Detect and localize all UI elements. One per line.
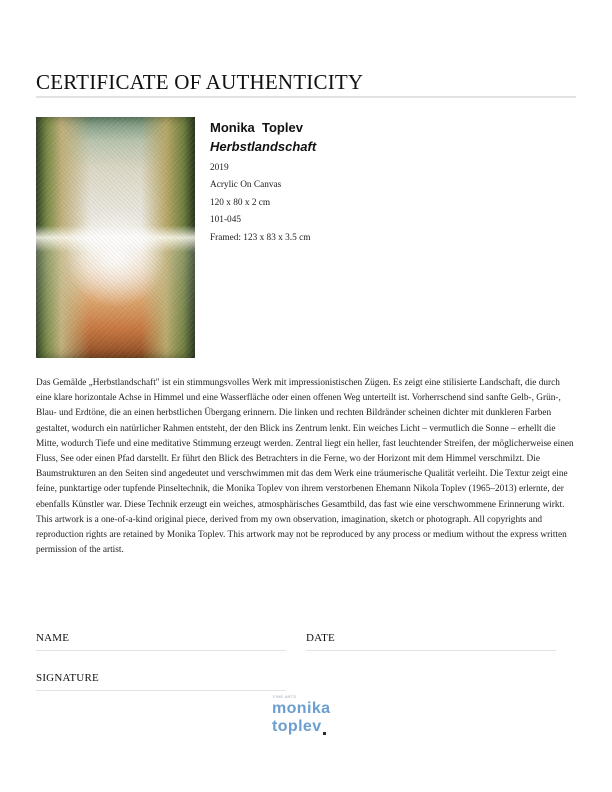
name-field-line[interactable]: [36, 650, 286, 651]
artwork-description: [36, 376, 577, 558]
logo-small-text: FINE ARTS: [273, 694, 297, 699]
artwork-year: 2019: [210, 163, 229, 173]
artwork-title: Herbstlandschaft: [210, 139, 317, 154]
artwork-framed-size: Framed: 123 x 83 x 3.5 cm: [210, 232, 311, 243]
logo-line-2: toplev: [272, 718, 322, 735]
artwork-inventory-number: 101-045: [210, 215, 241, 226]
certificate-title: CERTIFICATE OF AUTHENTICITY: [36, 70, 364, 94]
description-german: Das Gemälde „Herbstlandschaft" ist ein stimmungsvolles Werk mit impressionistischen Zügen. Es zeigt eine stilisierte Landschaft, die durch eine klare horizontale Achse in Himmel und eine Wasserfläche oder einen offenen Weg unterteilt ist. Vorherrschend sind sanfte Gelb-, Grün-, Blau- und Erdtöne, die an einen herbstlichen Übergang erinnern. Die linken und rechten Bildränder scheinen dichter mit dunkleren Farben gestaltet, wodurch ein natürlicher Rahmen entsteht, der den Blick ins Zentrum lenkt. Ein weiches Licht – vermutlich die Sonne – erhellt die Mitte, wodurch Tiefe und eine meditative Stimmung erzeugt werden. Zentral liegt ein heller, fast leuchtender Streifen, der möglicherweise einen Fluss, See oder einen Pfad darstellt. Er führt den Blick des Betrachters in die Ferne, wo der Horizont mit dem Himmel verschmilzt. Die Baumstrukturen an den Seiten sind angedeutet und verschwimmen mit das dem Werk eine träumerische Qualität verleiht. Die Textur zeigt eine feine, punktartige oder tupfende Pinseltechnik, die Monika Toplev von ihrem verstorbenen Ehemann Nikola Toplev (1965–2013) erlernte, der ebenfalls Künstler war. Diese Technik erzeugt ein weiches, atmosphärisches Gesamtbild, das fast wie eine verschwommene Erinnerung wirkt.: [36, 378, 574, 510]
artwork-texture: [36, 117, 195, 358]
artwork-medium: Acrylic On Canvas: [210, 180, 282, 191]
artist-logo: [272, 694, 332, 740]
name-label: NAME: [36, 632, 70, 644]
artwork-dimensions: 120 x 80 x 2 cm: [210, 197, 271, 208]
date-field-line[interactable]: [306, 650, 556, 651]
title-divider: [36, 96, 576, 98]
artist-name: Monika Toplev: [210, 120, 303, 135]
signature-field-line[interactable]: [36, 690, 286, 691]
artwork-image: [36, 117, 195, 358]
date-label: DATE: [306, 632, 335, 644]
artwork-details: [210, 120, 570, 247]
logo-line-1: monika: [272, 700, 331, 717]
signature-label: SIGNATURE: [36, 672, 99, 684]
logo-dot: [323, 732, 326, 735]
copyright-statement: This artwork is a one-of-a-kind original piece, derived from my own observation, imagination, sketch or photograph. All copyrights and reproduction rights are retained by Monika Toplev. This artwork may not be reproduced by any process or medium without the express written permission of the artist.: [36, 514, 567, 556]
